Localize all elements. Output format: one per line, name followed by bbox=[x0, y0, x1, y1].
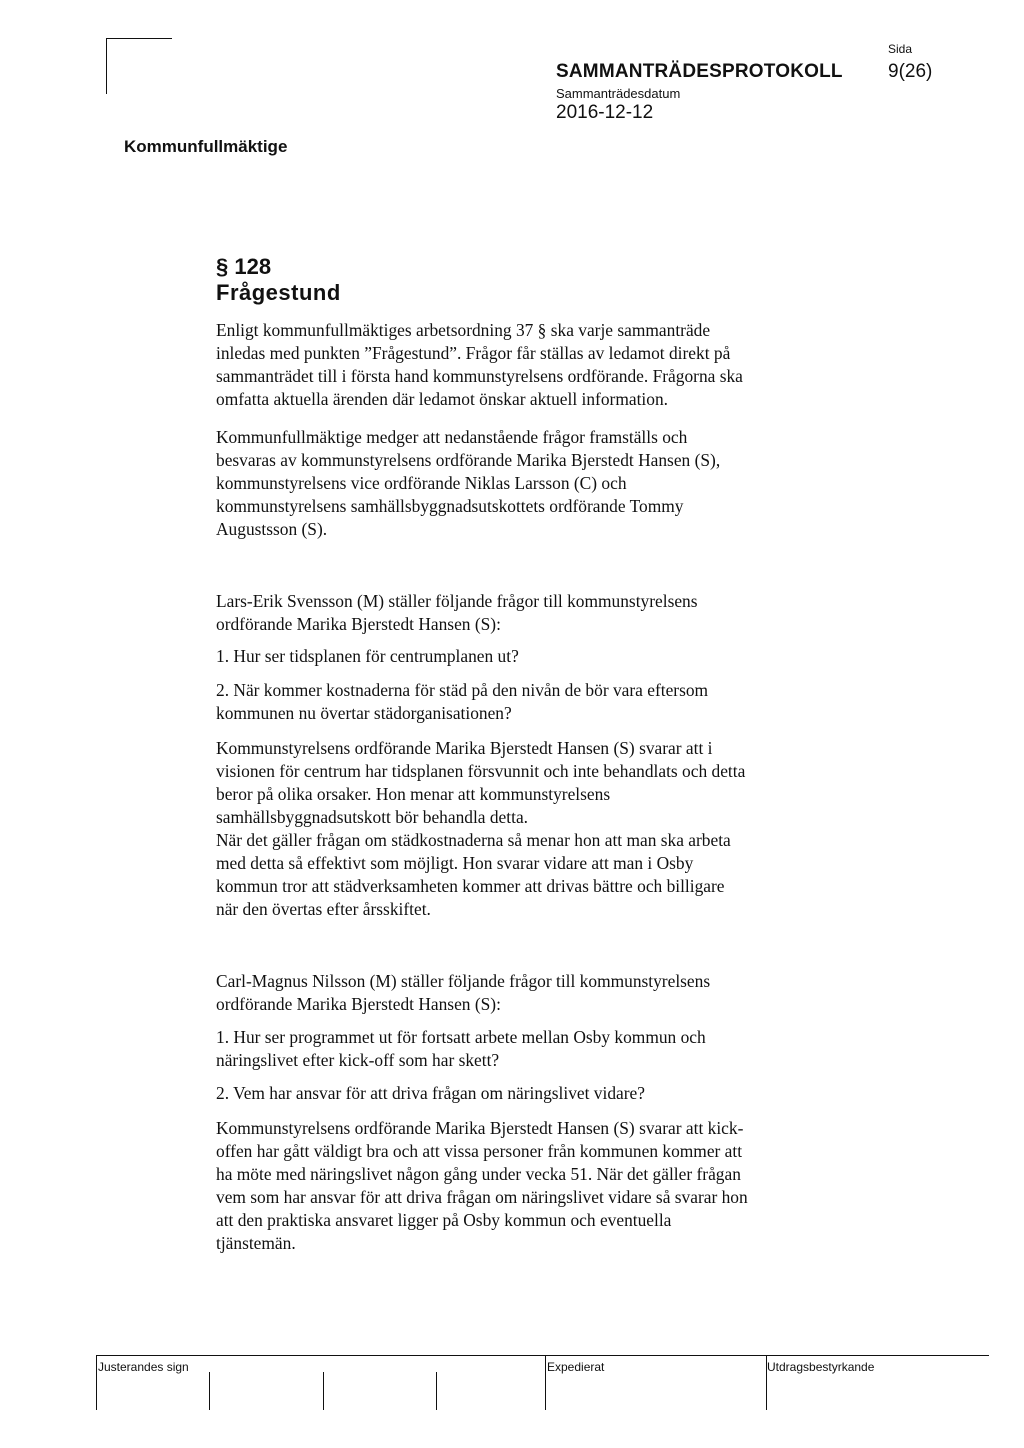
text-line: 1. Hur ser tidsplanen för centrumplanen ut? bbox=[216, 646, 519, 666]
text-line: beror på olika orsaker. Hon menar att kommunstyrelsens bbox=[216, 784, 611, 804]
footer-utdragsbestyrkande-label: Utdragsbestyrkande bbox=[767, 1360, 875, 1374]
question-1-2 bbox=[216, 679, 856, 725]
paragraph-question-intro-1 bbox=[216, 590, 856, 636]
footer-sign-box-border bbox=[545, 1355, 546, 1410]
header-corner-line-left bbox=[106, 38, 107, 94]
paragraph-question-intro-2 bbox=[216, 970, 856, 1016]
question-1-1 bbox=[216, 645, 856, 668]
section-title: Frågestund bbox=[216, 280, 341, 305]
header-corner-line-top bbox=[106, 38, 172, 39]
section-number: § 128 bbox=[216, 254, 272, 279]
text-line: samhällsbyggnadsutskott bör behandla detta. bbox=[216, 807, 529, 827]
text-line: 2. När kommer kostnaderna för städ på den nivån de bör vara eftersom bbox=[216, 680, 709, 700]
footer-sign-box-border bbox=[766, 1355, 767, 1410]
footer-sign-box-border bbox=[209, 1372, 210, 1410]
meeting-date: 2016-12-12 bbox=[556, 102, 654, 123]
footer-divider bbox=[96, 1355, 989, 1356]
question-2-2 bbox=[216, 1082, 856, 1105]
text-line: besvaras av kommunstyrelsens ordförande Marika Bjerstedt Hansen (S), bbox=[216, 450, 721, 470]
text-line: omfatta aktuella ärenden där ledamot önskar aktuell information. bbox=[216, 389, 668, 409]
footer-sign-box-border bbox=[436, 1372, 437, 1410]
text-line: vem som har ansvar för att driva frågan om näringslivet vidare så svarar hon bbox=[216, 1187, 748, 1207]
text-line: ordförande Marika Bjerstedt Hansen (S): bbox=[216, 614, 501, 634]
text-line: med detta så effektivt som möjligt. Hon svarar vidare att man i Osby bbox=[216, 853, 694, 873]
document-type-title: SAMMANTRÄDESPROTOKOLL bbox=[556, 61, 843, 82]
answer-2 bbox=[216, 1117, 856, 1255]
text-line: ha möte med näringslivet någon gång under vecka 51. När det gäller frågan bbox=[216, 1164, 741, 1184]
text-line: Lars-Erik Svensson (M) ställer följande frågor till kommunstyrelsens bbox=[216, 591, 698, 611]
footer-expedierat-label: Expedierat bbox=[547, 1360, 605, 1374]
text-line: 2. Vem har ansvar för att driva frågan om näringslivet vidare? bbox=[216, 1083, 645, 1103]
text-line: offen har gått väldigt bra och att vissa personer från kommunen kommer att bbox=[216, 1141, 743, 1161]
text-line: ordförande Marika Bjerstedt Hansen (S): bbox=[216, 994, 501, 1014]
text-line: När det gäller frågan om städkostnaderna så menar hon att man ska arbeta bbox=[216, 830, 731, 850]
text-line: kommunstyrelsens samhällsbyggnadsutskottets ordförande Tommy bbox=[216, 496, 684, 516]
text-line: tjänstemän. bbox=[216, 1233, 296, 1253]
text-line: kommunen nu övertar städorganisationen? bbox=[216, 703, 512, 723]
text-line: att den praktiska ansvaret ligger på Osby kommun och eventuella bbox=[216, 1210, 672, 1230]
text-line: sammanträdet till i första hand kommunstyrelsens ordförande. Frågorna ska bbox=[216, 366, 743, 386]
paragraph-approval bbox=[216, 426, 856, 541]
text-line: inledas med punkten ”Frågestund”. Frågor får ställas av ledamot direkt på bbox=[216, 343, 731, 363]
meeting-date-label: Sammanträdesdatum bbox=[556, 86, 681, 101]
paragraph-intro bbox=[216, 319, 856, 411]
text-line: Enligt kommunfullmäktiges arbetsordning 37 § ska varje sammanträde bbox=[216, 320, 711, 340]
footer-sign-box-border bbox=[323, 1372, 324, 1410]
answer-1 bbox=[216, 737, 856, 921]
text-line: näringslivet efter kick-off som har skett? bbox=[216, 1050, 500, 1070]
page-label: Sida bbox=[888, 42, 913, 56]
text-line: kommunstyrelsens vice ordförande Niklas Larsson (C) och bbox=[216, 473, 627, 493]
page-number: 9(26) bbox=[888, 61, 933, 82]
text-line: när den övertas efter årsskiftet. bbox=[216, 899, 431, 919]
organization-name: Kommunfullmäktige bbox=[124, 137, 288, 156]
text-line: Kommunstyrelsens ordförande Marika Bjerstedt Hansen (S) svarar att kick- bbox=[216, 1118, 744, 1138]
question-2-1 bbox=[216, 1026, 856, 1072]
text-line: 1. Hur ser programmet ut för fortsatt arbete mellan Osby kommun och bbox=[216, 1027, 706, 1047]
text-line: Augustsson (S). bbox=[216, 519, 328, 539]
text-line: Carl-Magnus Nilsson (M) ställer följande frågor till kommunstyrelsens bbox=[216, 971, 711, 991]
text-line: Kommunstyrelsens ordförande Marika Bjerstedt Hansen (S) svarar att i bbox=[216, 738, 713, 758]
footer-sign-box-border bbox=[96, 1355, 97, 1410]
footer-justerandes-sign-label: Justerandes sign bbox=[98, 1360, 189, 1374]
text-line: kommun tror att städverksamheten kommer att drivas bättre och billigare bbox=[216, 876, 725, 896]
text-line: Kommunfullmäktige medger att nedanstående frågor framställs och bbox=[216, 427, 688, 447]
text-line: visionen för centrum har tidsplanen försvunnit och inte behandlats och detta bbox=[216, 761, 746, 781]
